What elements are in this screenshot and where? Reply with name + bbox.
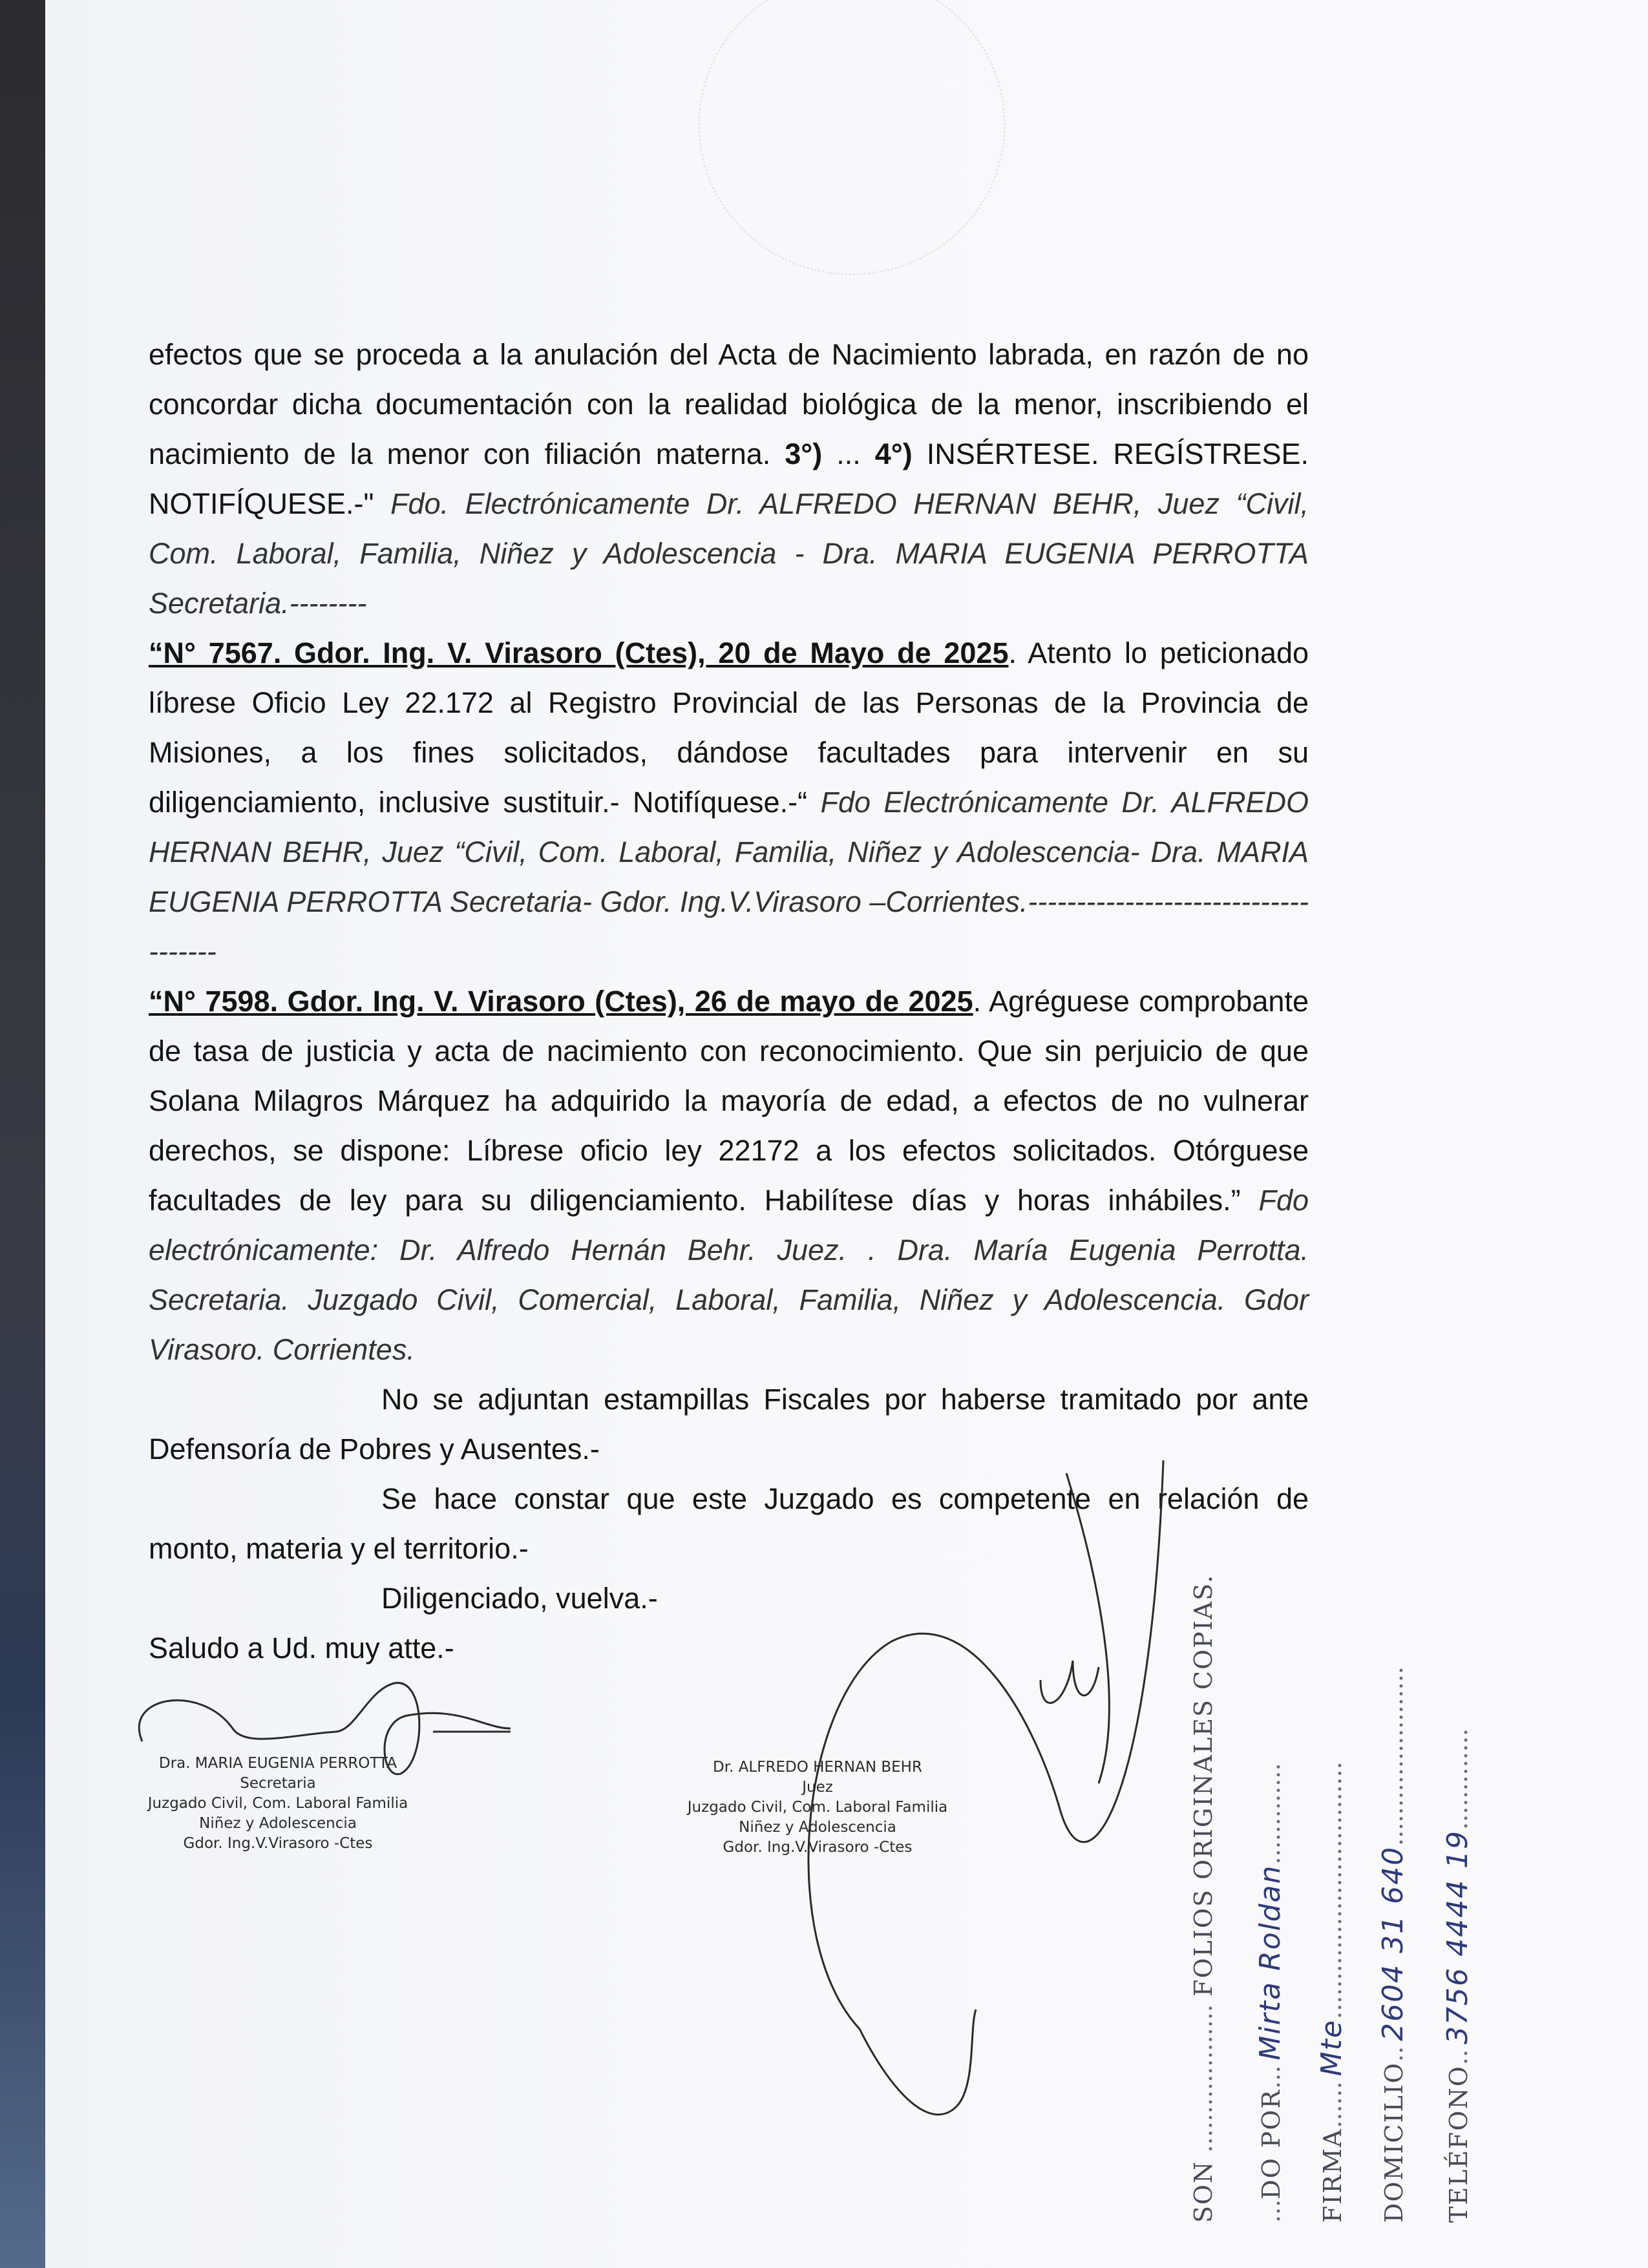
certified-copy-stamp	[1189, 1551, 1512, 2223]
paragraph-diligenced: Diligenciado, vuelva.-	[381, 1582, 658, 1615]
judge-signature-block: Dr. ALFREDO HERNAN BEHR Juez Juzgado Civil, Com. Laboral Familia Niñez y Adolescencia Gdor. Ing.V.Virasoro -Ctes	[687, 1759, 948, 1856]
paragraph-1: efectos que se proceda a la anulación del Acta de Nacimiento labrada, en razón de no concordar dicha documentación con la realidad biológica de la menor, inscribiendo el nacimiento de la menor con filiación materna. 3°) ... 4°) INSÉRTESE. REGÍSTRESE. NOTIFÍQUESE.-" Fdo. Electrónicamente Dr. ALFREDO HERNAN BEHR, Juez “Civil, Com. Laboral, Familia, Niñez y Adolescencia - Dra. MARIA EUGENIA PERROTTA Secretaria.--------	[149, 338, 1309, 620]
stamp-row-certified-by: ...DO POR...Mirta Roldan.............	[1254, 1763, 1287, 2223]
stamp-row-folios: SON ................... FOLIOS ORIGINALES COPIAS.	[1189, 1573, 1218, 2223]
paragraph-stamps: No se adjuntan estampillas Fiscales por haberse tramitado por ante Defensoría de Pobres y Ausentes.-	[149, 1383, 1309, 1465]
electronic-signature-note: Fdo. Electrónicamente Dr. ALFREDO HERNAN BEHR, Juez “Civil, Com. Laboral, Familia, Niñez y Adolescencia - Dra. MARIA EUGENIA PERROTTA Secretaria.--------	[149, 487, 1309, 620]
secretary-signature-block: Dra. MARIA EUGENIA PERROTTA Secretaria Juzgado Civil, Com. Laboral Familia Niñez y Adolescencia Gdor. Ing.V.Virasoro -Ctes	[147, 1755, 408, 1852]
stamp-row-phone: TELÉFONO..3756 4444 19.............	[1441, 1728, 1474, 2223]
resolution-reference: “N° 7567. Gdor. Ing. V. Virasoro (Ctes), 20 de Mayo de 2025	[149, 636, 1009, 669]
embossed-seal	[698, 0, 1006, 275]
scan-edge	[0, 0, 45, 2268]
electronic-signature-note: Fdo electrónicamente: Dr. Alfredo Hernán Behr. Juez. . Dra. María Eugenia Perrotta. Secretaria. Juzgado Civil, Comercial, Laboral, Familia, Niñez y Adolescencia. Gdor Virasoro. Corrientes.	[149, 1184, 1309, 1366]
electronic-signature-note: Fdo Electrónicamente Dr. ALFREDO HERNAN BEHR, Juez “Civil, Com. Laboral, Familia, Niñez y Adolescencia- Dra. MARIA EUGENIA PERROTTA Secretaria- Gdor. Ing.V.Virasoro –Corrientes.------------------------------------	[149, 786, 1309, 968]
paragraph-competence: Se hace constar que este Juzgado es competente en relación de monto, materia y el territorio.-	[149, 1482, 1309, 1565]
resolution-reference: “N° 7598. Gdor. Ing. V. Virasoro (Ctes), 26 de mayo de 2025	[149, 985, 973, 1018]
stamp-row-address: DOMICILIO..2604 31 640.......................	[1377, 1666, 1410, 2223]
paragraph-3: “N° 7598. Gdor. Ing. V. Virasoro (Ctes), 26 de mayo de 2025. Agréguese comprobante de tasa de justicia y acta de nacimiento con reconocimiento. Que sin perjuicio de que Solana Milagros Márquez ha adquirido la mayoría de edad, a efectos de no vulnerar derechos, se dispone: Líbrese oficio ley 22172 a los efectos solicitados. Otórguese facultades de ley para su diligenciamiento. Habilítese días y horas inhábiles.” Fdo electrónicamente: Dr. Alfredo Hernán Behr. Juez. . Dra. María Eugenia Perrotta. Secretaria. Juzgado Civil, Comercial, Laboral, Familia, Niñez y Adolescencia. Gdor Virasoro. Corrientes.	[149, 985, 1309, 1366]
stamp-row-signature: FIRMA......Mte.................................	[1315, 1761, 1348, 2223]
closing-salutation: Saludo a Ud. muy atte.-	[149, 1632, 454, 1664]
document-body	[149, 330, 1309, 1673]
paragraph-2: “N° 7567. Gdor. Ing. V. Virasoro (Ctes), 20 de Mayo de 2025. Atento lo peticionado líbrese Oficio Ley 22.172 al Registro Provincial de las Personas de la Provincia de Misiones, a los fines solicitados, dándose facultades para intervenir en su diligenciamiento, inclusive sustituir.- Notifíquese.-“ Fdo Electrónicamente Dr. ALFREDO HERNAN BEHR, Juez “Civil, Com. Laboral, Familia, Niñez y Adolescencia- Dra. MARIA EUGENIA PERROTTA Secretaria- Gdor. Ing.V.Virasoro –Corrientes.------------------------------------	[149, 636, 1309, 968]
